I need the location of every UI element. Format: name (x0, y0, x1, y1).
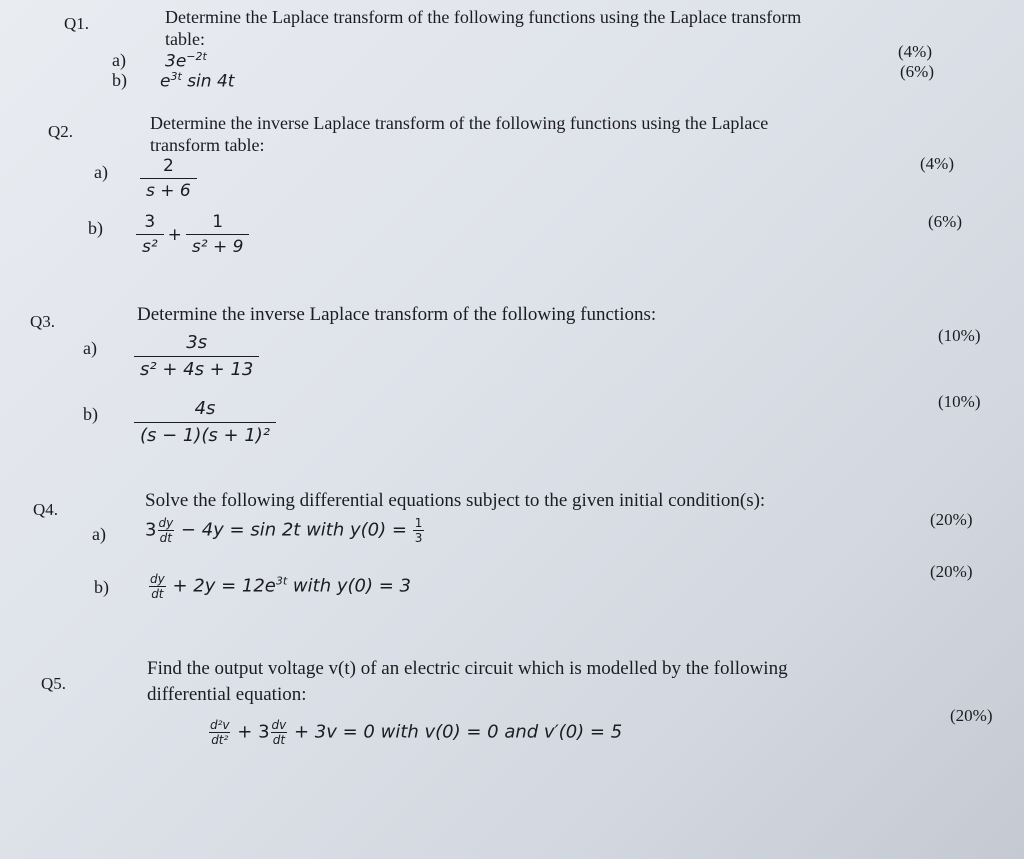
q1-a-expression: $3e^{-2t}$ (165, 50, 207, 72)
q2-b-label: b) (88, 218, 103, 238)
q3-b-weight: (10%) (938, 392, 981, 411)
q2-b-expression: $\frac{3}{\text{s²}}$ + $\frac{1}{\text{s² + 9}}$ (136, 212, 249, 257)
q1-b-label: b) (112, 70, 127, 90)
q1-b-weight: (6%) (900, 62, 934, 81)
q3-b-label: b) (83, 404, 98, 424)
q4-stem: Solve the following differential equations subject to the given initial condition(s): (145, 490, 766, 511)
q3-a-expression: $\frac{3s}{\text{s² + 4s + 13}}$ (134, 332, 259, 380)
q1-b-expression: $e^{3t}$ sin 4t (160, 70, 235, 92)
q5-stem: Find the output voltage v(t) of an electric circuit which is modelled by the following differential equation: (147, 658, 788, 705)
q2-a-expression: $\frac{2}{s + 6}$ (140, 156, 197, 201)
q4-a-label: a) (92, 524, 106, 544)
q2-stem: Determine the inverse Laplace transform of the following functions using the Laplace transform table: (150, 113, 769, 155)
q2-number: Q2. (48, 122, 74, 141)
q4-b-expression: $\frac{dy}{dt}$ + $2y = 12e^{3t}$ with y(0) = 3 (150, 572, 411, 601)
q3-stem: Determine the inverse Laplace transform of the following functions: (137, 304, 657, 325)
q5-number: Q5. (41, 674, 67, 693)
q3-b-expression: $\frac{4s}{\text{(s − 1)(s + 1)²}}$ (134, 398, 276, 446)
q2-b-weight: (6%) (928, 212, 962, 231)
q1-a-label: a) (112, 50, 126, 70)
q5-expression: $\frac{\text{d²v}}{\text{dt²}}$ + 3 $\frac{dv}{dt}$ + 3v = 0 with v(0) = 0 and v′(0) = 5 (210, 718, 623, 747)
q4-a-expression: 3 $\frac{dy}{dt}$ − 4y = sin 2t with y(0) = $\frac{1}{3}$ (145, 516, 423, 545)
q1-number: Q1. (64, 14, 90, 33)
q3-a-weight: (10%) (938, 326, 981, 345)
q1-a-weight: (4%) (898, 42, 932, 61)
q2-a-weight: (4%) (920, 154, 954, 173)
q3-number: Q3. (30, 312, 56, 331)
q4-number: Q4. (33, 500, 59, 519)
q2-a-label: a) (94, 162, 108, 182)
q4-b-weight: (20%) (930, 562, 973, 581)
q4-b-label: b) (94, 577, 109, 597)
q5-weight: (20%) (950, 706, 993, 725)
q4-a-weight: (20%) (930, 510, 973, 529)
q3-a-label: a) (83, 338, 97, 358)
q1-stem: Determine the Laplace transform of the following functions using the Laplace transform table: (165, 7, 802, 49)
